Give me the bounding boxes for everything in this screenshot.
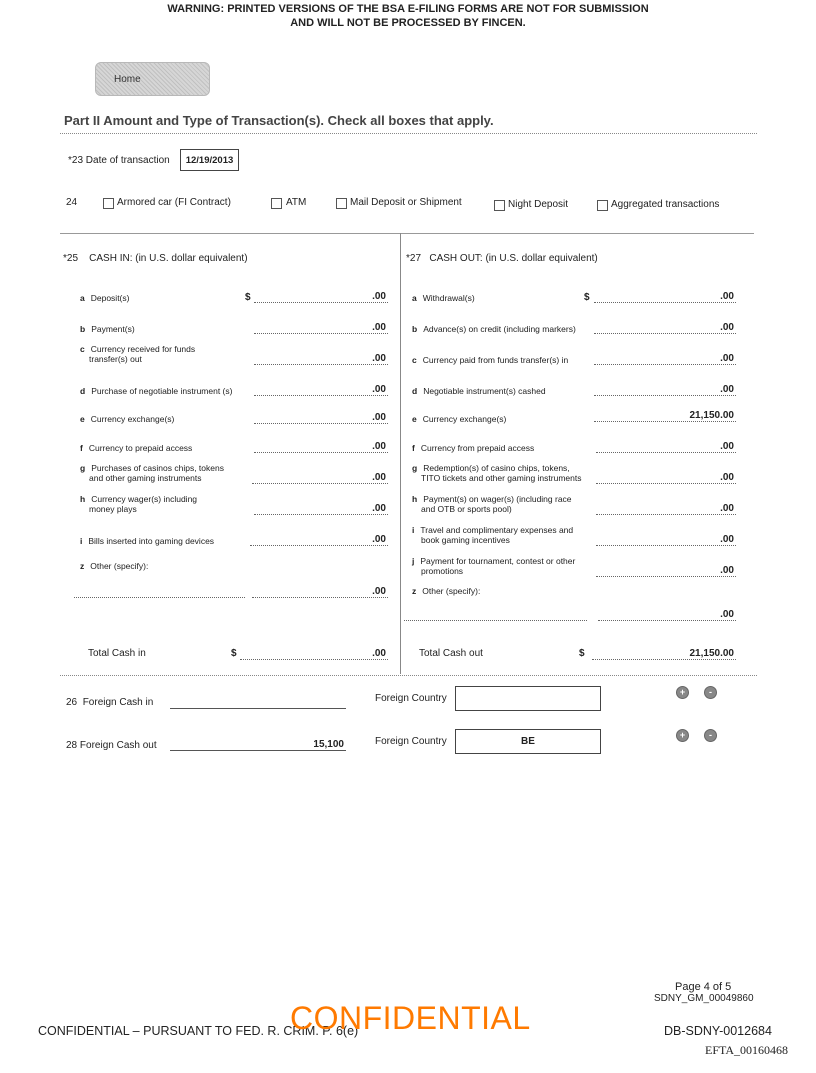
cash-out-other-specify-field[interactable]: [404, 609, 587, 621]
cash-out-item-i: i Travel and complimentary expenses and book gaming incentives: [412, 525, 574, 545]
cash-in-h-field[interactable]: .00: [254, 503, 388, 515]
cash-out-e-field[interactable]: 21,150.00: [594, 410, 736, 422]
cash-out-num: *27: [406, 253, 422, 264]
cash-in-c-field[interactable]: .00: [254, 353, 388, 365]
cash-out-item-f: f Currency from prepaid access: [412, 443, 535, 453]
cash-in-i-field[interactable]: .00: [250, 534, 388, 546]
confidential-stamp: CONFIDENTIAL: [290, 1000, 531, 1036]
total-cash-out-currency: $: [579, 648, 585, 659]
cash-in-header: [63, 253, 248, 264]
item28-num: 28: [66, 740, 78, 751]
item26-text: Foreign Cash in: [82, 697, 154, 708]
cash-in-currency: $: [245, 292, 251, 303]
cash-out-title: CASH OUT: (in U.S. dollar equivalent): [429, 253, 598, 264]
efta-id: EFTA_00160468: [705, 1043, 789, 1057]
cash-in-num: *25: [63, 253, 79, 264]
item28-text: Foreign Cash out: [79, 740, 157, 751]
cash-in-item-f: f Currency to prepaid access: [80, 443, 193, 453]
remove-foreign-cash-in-button[interactable]: -: [704, 686, 717, 699]
cash-out-item-g: g Redemption(s) of casino chips, tokens, TITO tickets and other gaming instruments: [412, 463, 582, 483]
cash-in-item-g: g Purchases of casinos chips, tokens and other gaming instruments: [80, 463, 224, 483]
foreign-cash-out-field[interactable]: 15,100: [170, 739, 346, 751]
cash-out-header: [406, 253, 598, 264]
foreign-country-out-field[interactable]: BE: [455, 729, 601, 754]
total-cash-in-currency: $: [231, 648, 237, 659]
item28-label: [66, 740, 157, 751]
date-of-transaction-field[interactable]: 12/19/2013: [180, 149, 239, 171]
divider: [60, 133, 757, 134]
cash-out-item-z: z Other (specify):: [412, 586, 481, 596]
cash-in-d-field[interactable]: .00: [254, 384, 388, 396]
atm-checkbox[interactable]: [271, 198, 282, 209]
divider: [60, 233, 754, 234]
sdny-gm-id: SDNY_GM_00049860: [654, 993, 754, 1004]
atm-label: ATM: [286, 197, 307, 208]
item26-num: 26: [66, 697, 78, 708]
mail-deposit-checkbox[interactable]: [336, 198, 347, 209]
cash-out-item-d: d Negotiable instrument(s) cashed: [412, 386, 546, 396]
cash-in-item-b: b Payment(s): [80, 324, 135, 334]
cash-in-item-a: a Deposit(s): [80, 293, 130, 303]
cash-out-z-field[interactable]: .00: [598, 609, 736, 621]
add-foreign-cash-in-button[interactable]: +: [676, 686, 689, 699]
cash-in-other-specify-field[interactable]: [74, 586, 245, 598]
cash-out-item-e: e Currency exchange(s): [412, 414, 507, 424]
total-cash-out-field[interactable]: 21,150.00: [592, 648, 736, 660]
cash-out-item-h: h Payment(s) on wager(s) (including race and OTB or sports pool): [412, 494, 572, 514]
cash-out-item-b: b Advance(s) on credit (including markers): [412, 324, 576, 334]
cash-in-title: CASH IN: (in U.S. dollar equivalent): [89, 253, 248, 264]
armored-car-checkbox[interactable]: [103, 198, 114, 209]
cash-in-g-field[interactable]: .00: [252, 472, 388, 484]
item26-label: [66, 697, 153, 708]
add-foreign-cash-out-button[interactable]: +: [676, 729, 689, 742]
armored-car-label: Armored car (FI Contract): [117, 197, 231, 208]
foreign-cash-in-field[interactable]: [170, 697, 346, 709]
item23-num: *23: [68, 155, 84, 166]
warning-banner: [0, 2, 816, 30]
cash-out-a-field[interactable]: .00: [594, 291, 736, 303]
page-number: Page 4 of 5: [675, 981, 732, 993]
column-divider: [400, 233, 401, 674]
cash-out-item-a: a Withdrawal(s): [412, 293, 475, 303]
cash-in-b-field[interactable]: .00: [254, 322, 388, 334]
warning-line-2: AND WILL NOT BE PROCESSED BY FINCEN.: [290, 17, 526, 29]
cash-in-f-field[interactable]: .00: [254, 441, 388, 453]
foreign-country-label-26: Foreign Country: [375, 693, 447, 704]
db-sdny-id: DB-SDNY-0012684: [664, 1024, 772, 1038]
cash-out-h-field[interactable]: .00: [596, 503, 736, 515]
cash-in-z-field[interactable]: .00: [252, 586, 388, 598]
cash-in-item-c: c Currency received for funds transfer(s) out: [80, 344, 196, 364]
aggregated-label: Aggregated transactions: [611, 199, 720, 210]
item23-text: Date of transaction: [85, 155, 170, 166]
cash-out-i-field[interactable]: .00: [596, 534, 736, 546]
item23-label: [68, 155, 170, 166]
cash-in-e-field[interactable]: .00: [254, 412, 388, 424]
total-cash-in-field[interactable]: .00: [240, 648, 388, 660]
cash-out-d-field[interactable]: .00: [594, 384, 736, 396]
cash-out-item-c: c Currency paid from funds transfer(s) in: [412, 355, 569, 365]
night-deposit-label: Night Deposit: [508, 199, 569, 210]
cash-out-j-field[interactable]: .00: [596, 565, 736, 577]
remove-foreign-cash-out-button[interactable]: -: [704, 729, 717, 742]
cash-out-f-field[interactable]: .00: [596, 441, 736, 453]
cash-out-g-field[interactable]: .00: [596, 472, 736, 484]
cash-in-item-z: z Other (specify):: [80, 561, 149, 571]
cash-out-c-field[interactable]: .00: [594, 353, 736, 365]
warning-line-1: WARNING: PRINTED VERSIONS OF THE BSA E-FILING FORMS ARE NOT FOR SUBMISSION: [167, 3, 649, 15]
foreign-country-label-28: Foreign Country: [375, 736, 447, 747]
cash-in-item-i: i Bills inserted into gaming devices: [80, 536, 215, 546]
foreign-country-in-field[interactable]: [455, 686, 601, 711]
divider: [60, 675, 757, 676]
night-deposit-checkbox[interactable]: [494, 200, 505, 211]
cash-in-item-d: d Purchase of negotiable instrument (s): [80, 386, 233, 396]
home-button[interactable]: Home: [95, 62, 210, 96]
cash-in-item-e: e Currency exchange(s): [80, 414, 175, 424]
item24-num: 24: [66, 197, 78, 208]
aggregated-checkbox[interactable]: [597, 200, 608, 211]
cash-in-item-h: h Currency wager(s) including money plays: [80, 494, 198, 514]
cash-in-a-field[interactable]: .00: [254, 291, 388, 303]
mail-deposit-label: Mail Deposit or Shipment: [350, 197, 462, 208]
cash-out-item-j: j Payment for tournament, contest or other promotions: [412, 556, 576, 576]
total-cash-in-label: Total Cash in: [88, 648, 146, 659]
confidential-note: CONFIDENTIAL – PURSUANT TO FED. R. CRIM. P. 6(e): [38, 1024, 359, 1038]
cash-out-currency: $: [584, 292, 590, 303]
total-cash-out-label: Total Cash out: [419, 648, 483, 659]
part-title: Part II Amount and Type of Transaction(s). Check all boxes that apply.: [64, 113, 494, 128]
cash-out-b-field[interactable]: .00: [594, 322, 736, 334]
